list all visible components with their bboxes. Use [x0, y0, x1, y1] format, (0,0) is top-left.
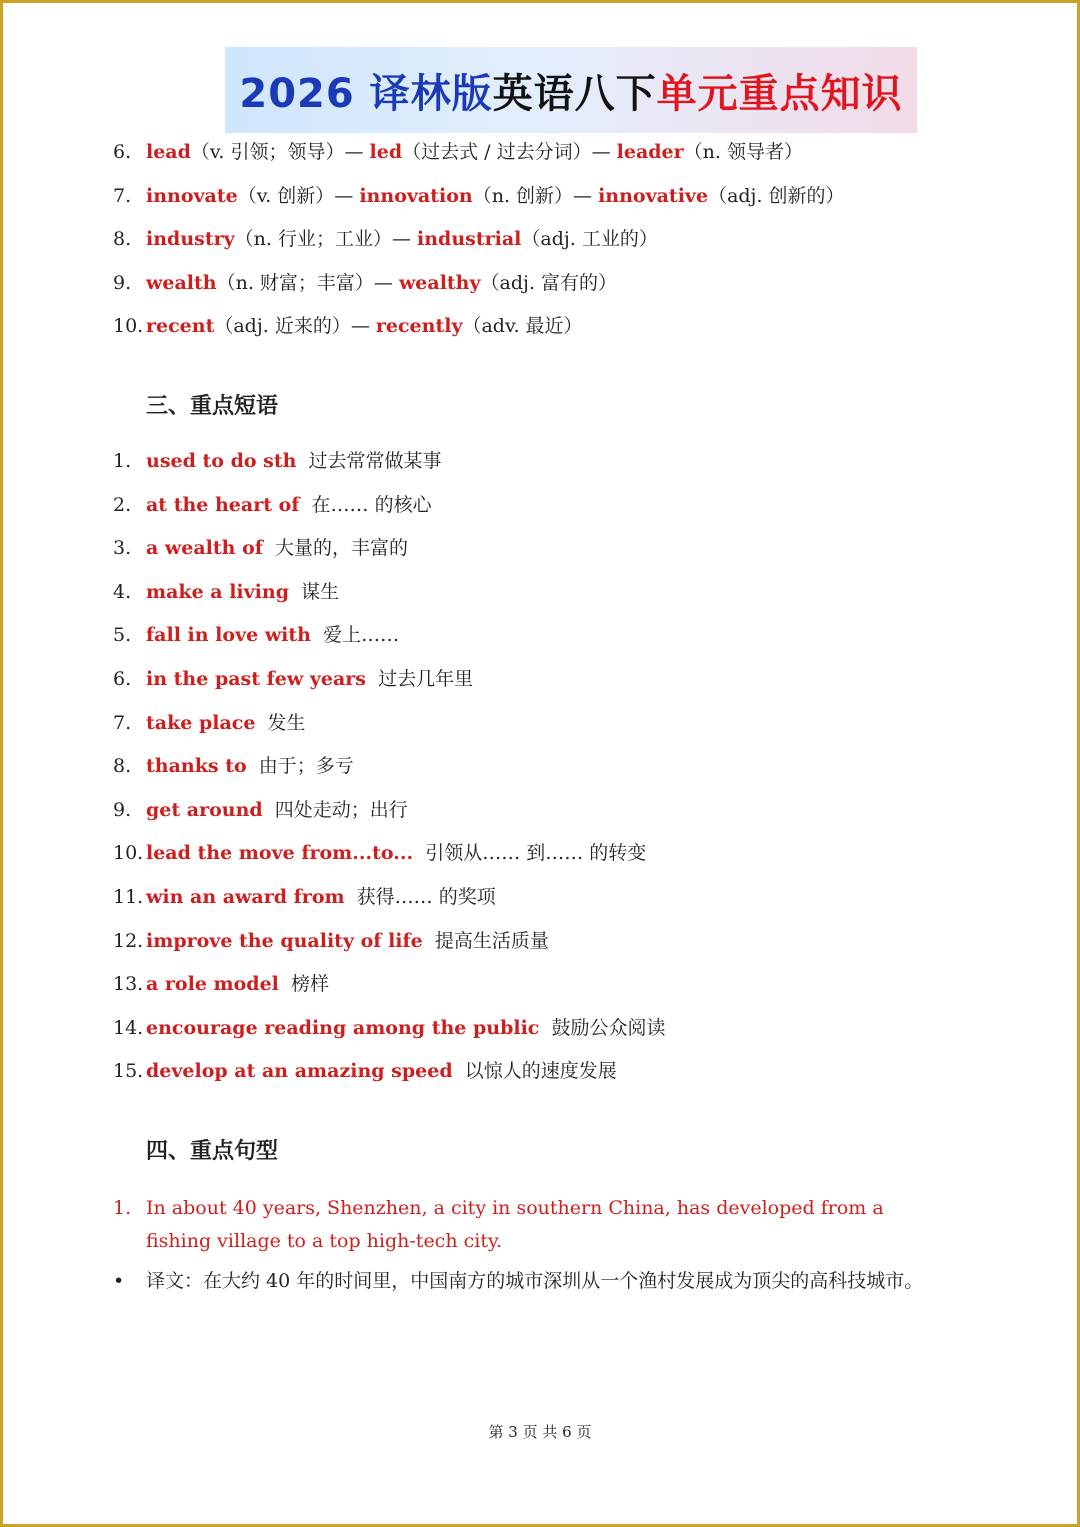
translation-text: 译文：在大约 40 年的时间里，中国南方的城市深圳从一个渔村发展成为顶尖的高科技城市。 [146, 1270, 924, 1292]
phrase-item [113, 840, 646, 866]
phrase-item [113, 710, 306, 736]
english-word: lead [146, 141, 191, 163]
chinese-meaning: 大量的，丰富的 [262, 537, 409, 560]
banner-title-part2: 英语八下 [492, 70, 657, 117]
phrase-item [113, 622, 399, 648]
english-phrase: lead the move from...to... [146, 842, 414, 865]
english-phrase: get around [146, 798, 263, 821]
page-footer: 第 3 页 共 6 页 [488, 1423, 592, 1441]
banner-title-part1: 2026 译林版 [239, 70, 493, 117]
chinese-meaning: 由于；多亏 [246, 755, 354, 778]
english-phrase: at the heart of [146, 493, 300, 516]
item-number: 8. [113, 755, 132, 778]
chinese-meaning: （adj. 创新的） [708, 184, 845, 207]
phrase-item [113, 797, 408, 823]
english-phrase: a role model [146, 973, 279, 996]
english-phrase: a wealth of [146, 537, 263, 560]
english-phrase: encourage reading among the public [146, 1016, 540, 1039]
english-word: wealth [146, 271, 217, 294]
phrase-item [113, 492, 432, 518]
english-phrase: fall in love with [146, 624, 311, 647]
word-form-item [113, 226, 658, 252]
item-number: 3. [113, 537, 132, 560]
title-banner [225, 47, 917, 133]
english-word: leader [616, 141, 684, 163]
phrase-item [113, 535, 408, 561]
chinese-meaning: 榜样 [278, 973, 329, 996]
item-number: 15. [113, 1060, 144, 1083]
english-phrase: make a living [146, 580, 290, 603]
item-number: 12. [113, 929, 144, 952]
chinese-meaning: （adv. 最近） [462, 315, 583, 338]
chinese-meaning: 获得…… 的奖项 [344, 886, 496, 908]
english-word: industrial [417, 228, 522, 251]
item-number: 7. [113, 184, 132, 207]
word-form-item [113, 183, 845, 209]
phrase-item [113, 579, 339, 605]
english-phrase: develop at an amazing speed [146, 1060, 453, 1083]
banner-title-part3: 单元重点知识 [656, 70, 903, 117]
chinese-meaning: （v. 引领；领导）— [190, 141, 370, 163]
word-form-item [113, 139, 803, 165]
item-number: 10. [113, 315, 144, 338]
bullet-marker: • [113, 1270, 125, 1292]
item-number: 13. [113, 973, 144, 996]
english-phrase: thanks to [146, 755, 247, 778]
phrase-item [113, 971, 329, 997]
chinese-meaning: 过去常常做某事 [296, 450, 442, 472]
phrase-item [113, 928, 549, 954]
phrase-item [113, 666, 473, 692]
english-word: wealthy [398, 271, 481, 294]
item-number: 4. [113, 580, 132, 603]
chinese-meaning: （adj. 近来的）— [214, 315, 376, 338]
chinese-meaning: 在…… 的核心 [299, 493, 432, 516]
chinese-meaning: （n. 财富；丰富）— [216, 271, 399, 294]
item-number: 8. [113, 228, 132, 251]
chinese-meaning: 爱上…… [310, 624, 400, 647]
english-word: recently [375, 315, 463, 338]
chinese-meaning: 过去几年里 [366, 668, 474, 690]
chinese-meaning: （n. 创新）— [472, 184, 599, 207]
english-phrase: take place [146, 711, 256, 734]
sentence-text: In about 40 years, Shenzhen, a city in southern China, has developed from a fishing village to a top high-tech city. [146, 1197, 884, 1252]
item-number: 7. [113, 711, 132, 734]
item-number: 2. [113, 493, 132, 516]
chinese-meaning: 提高生活质量 [422, 929, 549, 952]
english-phrase: win an award from [146, 886, 345, 908]
phrase-item [113, 753, 354, 779]
chinese-meaning: （adj. 工业的） [521, 228, 658, 251]
section-heading-sentences: 四、重点句型 [146, 1138, 279, 1164]
item-number: 1. [113, 450, 132, 472]
phrase-item [113, 448, 442, 474]
english-word: innovative [598, 184, 709, 207]
chinese-meaning: （过去式 / 过去分词）— [402, 141, 617, 163]
english-word: innovate [146, 184, 238, 207]
key-sentence [113, 1192, 953, 1258]
item-number: 9. [113, 798, 132, 821]
english-word: industry [146, 228, 235, 251]
chinese-meaning: 引领从…… 到…… 的转变 [413, 842, 647, 865]
chinese-meaning: 鼓励公众阅读 [539, 1016, 666, 1039]
phrase-item [113, 884, 496, 910]
item-number: 14. [113, 1016, 144, 1039]
chinese-meaning: （n. 领导者） [683, 141, 803, 163]
item-number: 5. [113, 624, 132, 647]
item-number: 9. [113, 271, 132, 294]
phrase-item [113, 1015, 665, 1041]
english-phrase: improve the quality of life [146, 929, 423, 952]
section-heading-phrases: 三、重点短语 [146, 393, 279, 419]
chinese-meaning: 谋生 [289, 580, 340, 603]
english-phrase: used to do sth [146, 450, 297, 472]
chinese-meaning: 发生 [255, 711, 306, 734]
sentence-translation [113, 1265, 953, 1298]
word-form-item [113, 270, 617, 296]
chinese-meaning: 以惊人的速度发展 [452, 1060, 617, 1083]
chinese-meaning: （n. 行业；工业）— [234, 228, 418, 251]
english-word: led [369, 141, 403, 163]
item-number: 6. [113, 141, 132, 163]
word-form-item [113, 313, 583, 339]
item-number: 10. [113, 842, 144, 865]
phrase-item [113, 1058, 617, 1084]
english-phrase: in the past few years [146, 668, 367, 690]
chinese-meaning: （v. 创新）— [237, 184, 360, 207]
english-word: innovation [359, 184, 473, 207]
item-number: 11. [113, 886, 144, 908]
item-number: 6. [113, 668, 132, 690]
chinese-meaning: 四处走动；出行 [262, 798, 408, 821]
chinese-meaning: （adj. 富有的） [480, 271, 618, 294]
sentence-number: 1. [113, 1197, 132, 1219]
english-word: recent [146, 315, 215, 338]
